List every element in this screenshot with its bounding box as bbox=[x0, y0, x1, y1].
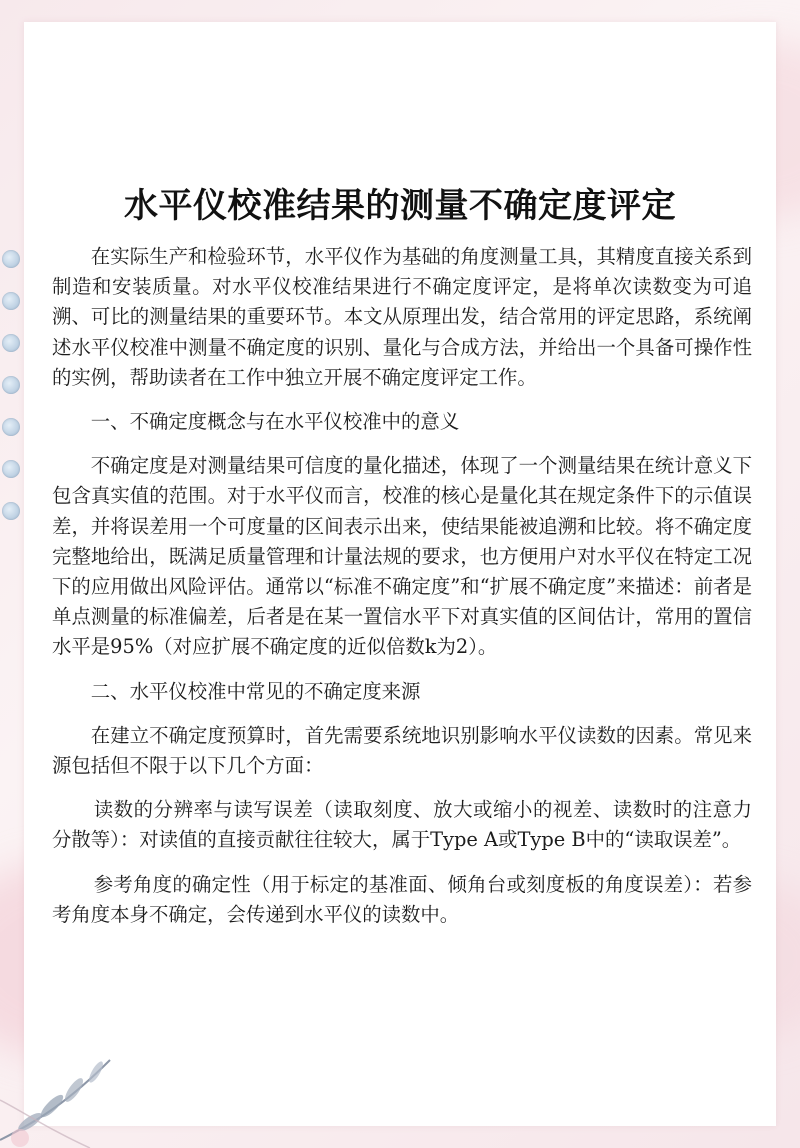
notebook-rings bbox=[0, 250, 24, 520]
section-heading-2: 二、水平仪校准中常见的不确定度来源 bbox=[90, 679, 421, 703]
list-item-1: 读数的分辨率与读写误差（读取刻度、放大或缩小的视差、读数时的注意力分散等）：对读值的直接贡献往往较大，属于Type A或Type B中的“读取误差”。 bbox=[52, 798, 752, 852]
ring-hole-icon bbox=[2, 376, 20, 394]
floral-sprig-icon bbox=[0, 1040, 200, 1148]
ring-hole-icon bbox=[2, 334, 20, 352]
ring-hole-icon bbox=[2, 292, 20, 310]
page-title: 水平仪校准结果的测量不确定度评定 bbox=[124, 186, 676, 226]
ring-hole-icon bbox=[2, 502, 20, 520]
section-2-paragraph: 在建立不确定度预算时，首先需要系统地识别影响水平仪读数的因素。常见来源包括但不限于以下几个方面： bbox=[52, 723, 752, 778]
intro-paragraph: 在实际生产和检验环节，水平仪作为基础的角度测量工具，其精度直接关系到制造和安装质量。对水平仪校准结果进行不确定度评定，是将单次读数变为可追溯、可比的测量结果的重要环节。本文从原理出发，结合常用的评定思路，系统阐述水平仪校准中测量不确定度的识别、量化与合成方法，并给出一个具备可操作性的实例，帮助读者在工作中独立开展不确定度评定工作。 bbox=[52, 245, 752, 389]
ring-hole-icon bbox=[2, 460, 20, 478]
section-1-paragraph: 不确定度是对测量结果可信度的量化描述，体现了一个测量结果在统计意义下包含真实值的范围。对于水平仪而言，校准的核心是量化其在规定条件下的示值误差，并将误差用一个可度量的区间表示出来，使结果能被追溯和比较。将不确定度完整地给出，既满足质量管理和计量法规的要求，也方便用户对水平仪在特定工况下的应用做出风险评估。通常以“标准不确定度”和“扩展不确定度”来描述：前者是单点测量的标准偏差，后者是在某一置信水平下对真实值的区间估计，常用的置信水平是95%（对应扩展不确定度的近似倍数k为2）。 bbox=[52, 454, 752, 659]
ring-hole-icon bbox=[2, 250, 20, 268]
list-item-2: 参考角度的确定性（用于标定的基准面、倾角台或刻度板的角度误差）：若参考角度本身不确定，会传递到水平仪的读数中。 bbox=[52, 872, 752, 926]
section-heading-1: 一、不确定度概念与在水平仪校准中的意义 bbox=[90, 410, 460, 434]
ring-hole-icon bbox=[2, 418, 20, 436]
article-body bbox=[52, 242, 752, 930]
